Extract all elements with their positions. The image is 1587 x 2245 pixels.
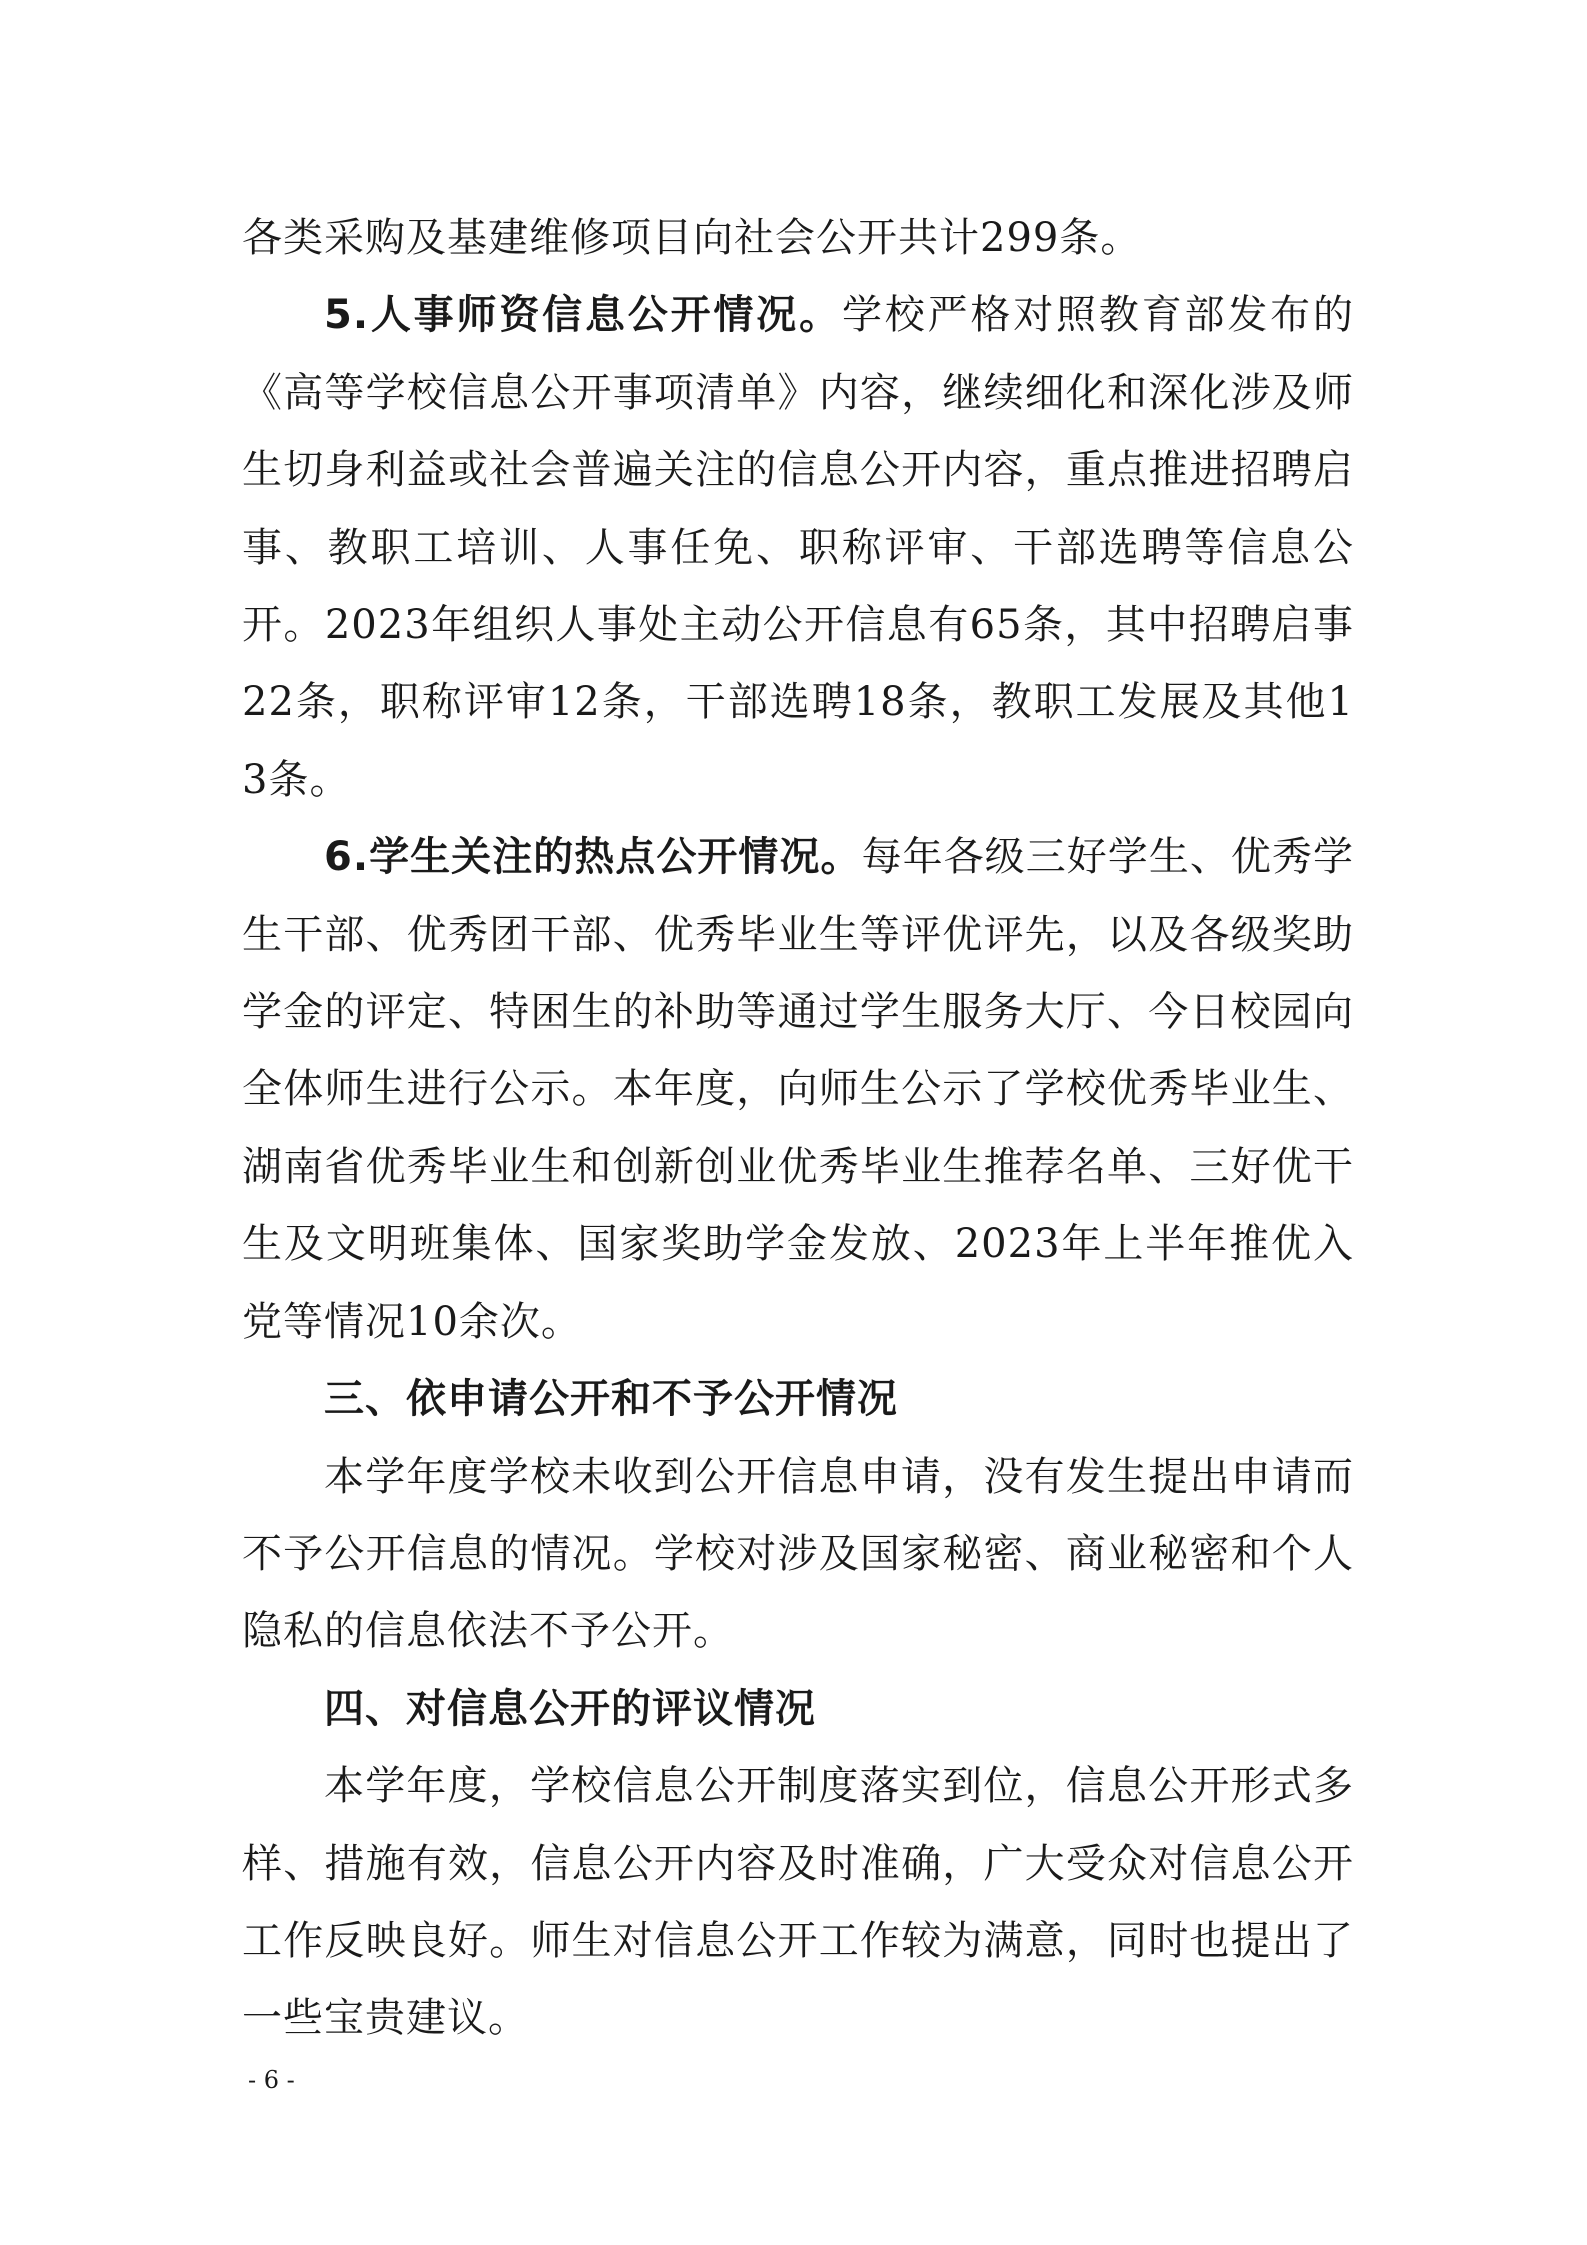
item-6-paragraph xyxy=(242,819,1354,1361)
section-4-heading: 四、对信息公开的评议情况 xyxy=(324,1685,816,1732)
item-5-body: 学校严格对照教育部发布的《高等学校信息公开事项清单》内容，继续细化和深化涉及师生切身利益或社会普遍关注的信息公开内容，重点推进招聘启事、教职工培训、人事任免、职称评审、干部选聘等信息公开。2023年组织人事处主动公开信息有65条，其中招聘启事22条，职称评审12条，干部选聘18条，教职工发展及其他13条。 xyxy=(242,292,1355,803)
item-5-paragraph xyxy=(242,277,1354,819)
item-6-heading: 6.学生关注的热点公开情况。 xyxy=(324,834,862,881)
section-3-heading: 三、依申请公开和不予公开情况 xyxy=(324,1376,898,1423)
page-number: - 6 - xyxy=(248,2066,295,2094)
continuation-paragraph: 各类采购及基建维修项目向社会公开共计299条。 xyxy=(242,215,1142,261)
section-4-paragraph: 本学年度，学校信息公开制度落实到位，信息公开形式多样、措施有效，信息公开内容及时准确，广大受众对信息公开工作反映良好。师生对信息公开工作较为满意，同时也提出了一些宝贵建议。 xyxy=(242,1763,1354,2042)
document-body xyxy=(242,200,1354,2058)
section-3-paragraph: 本学年度学校未收到公开信息申请，没有发生提出申请而不予公开信息的情况。学校对涉及国家秘密、商业秘密和个人隐私的信息依法不予公开。 xyxy=(242,1453,1354,1655)
item-6-body: 每年各级三好学生、优秀学生干部、优秀团干部、优秀毕业生等评优评先，以及各级奖助学金的评定、特困生的补助等通过学生服务大厅、今日校园向全体师生进行公示。本年度，向师生公示了学校优秀毕业生、湖南省优秀毕业生和创新创业优秀毕业生推荐名单、三好优干生及文明班集体、国家奖助学金发放、2023年上半年推优入党等情况10余次。 xyxy=(242,834,1355,1345)
item-5-heading: 5.人事师资信息公开情况。 xyxy=(324,292,842,339)
